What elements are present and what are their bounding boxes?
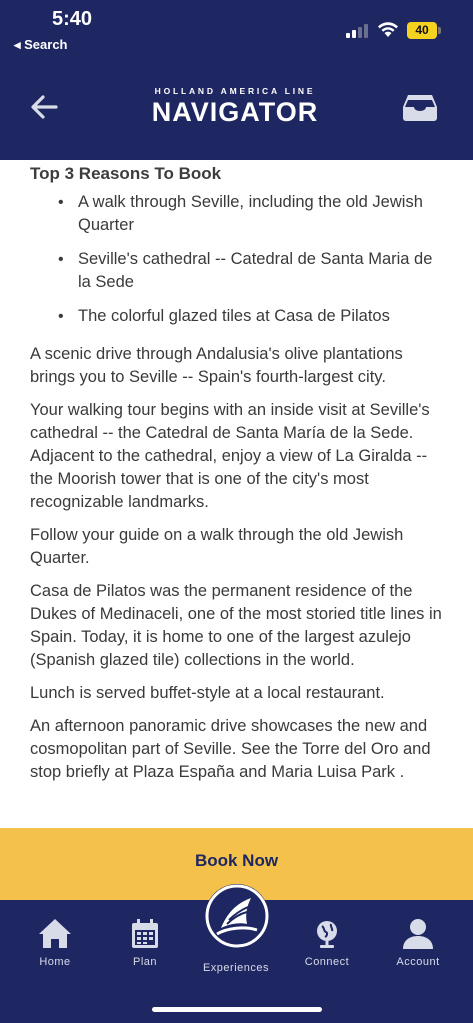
account-icon: [400, 916, 436, 952]
battery-tip: [438, 27, 441, 34]
home-icon: [37, 916, 73, 952]
tab-account[interactable]: [373, 916, 463, 968]
reason-item: • Seville's cathedral -- Catedral de Santa Maria de la Sede: [78, 248, 443, 294]
tab-connect-label: Connect: [304, 956, 350, 968]
cellular-signal-icon: [346, 24, 368, 38]
battery-indicator: 40: [407, 22, 437, 39]
reasons-list: [78, 191, 443, 328]
reason-item: • The colorful glazed tiles at Casa de Pilatos: [78, 305, 443, 328]
tab-experiences-label: Experiences: [202, 962, 270, 974]
description-paragraph: A scenic drive through Andalusia's olive plantations brings you to Seville -- Spain's fourth-largest city.: [30, 345, 403, 386]
back-arrow-icon[interactable]: [28, 92, 60, 122]
brand-top-text: HOLLAND AMERICA LINE: [154, 86, 316, 96]
globe-icon: [309, 916, 345, 952]
section-title: Top 3 Reasons To Book: [30, 164, 222, 183]
navigator-logo: [140, 86, 330, 132]
description-paragraph: Casa de Pilatos was the permanent residence of the Dukes of Medinaceli, one of the most storied title lines in Spain. Today, it is home to one of the largest azulejo (Spanish glazed tile) collections in the world.: [30, 582, 442, 669]
home-indicator: [152, 1007, 322, 1012]
tab-account-label: Account: [396, 956, 440, 968]
status-time: 5:40: [52, 8, 93, 30]
tab-plan[interactable]: [100, 916, 190, 968]
description-paragraph: Follow your guide on a walk through the old Jewish Quarter.: [30, 526, 404, 567]
brand-main-text: NAVIGATOR: [151, 97, 319, 127]
calendar-icon: [127, 916, 163, 952]
inbox-icon[interactable]: [402, 92, 438, 122]
description-paragraph: Your walking tour begins with an inside visit at Seville's cathedral -- the Catedral de Santa María de la Sede. Adjacent to the cathedral, enjoy a view of La Giralda -- the Moorish tower that is one of the city's most recognizable landmarks.: [30, 401, 430, 511]
wifi-icon: [376, 20, 400, 38]
tab-connect[interactable]: [282, 916, 372, 968]
excursion-description: [0, 160, 473, 828]
tab-bar: [0, 900, 473, 1023]
book-now-button[interactable]: Book Now: [0, 828, 473, 900]
tab-experiences[interactable]: [205, 884, 269, 948]
back-to-search-link[interactable]: ◂ Search: [14, 37, 68, 52]
description-paragraph: An afternoon panoramic drive showcases the new and cosmopolitan part of Seville. See the Torre del Oro and stop briefly at Plaza España and Maria Luisa Park .: [30, 717, 431, 781]
reason-item: • A walk through Seville, including the old Jewish Quarter: [78, 191, 443, 237]
tab-home-label: Home: [39, 956, 71, 968]
tab-plan-label: Plan: [132, 956, 158, 968]
app-header: [0, 0, 473, 160]
ship-icon: [205, 884, 269, 948]
status-bar: [0, 0, 473, 60]
description-paragraphs: [30, 343, 443, 784]
description-paragraph: Lunch is served buffet-style at a local restaurant.: [30, 684, 385, 702]
tab-home[interactable]: [10, 916, 100, 968]
